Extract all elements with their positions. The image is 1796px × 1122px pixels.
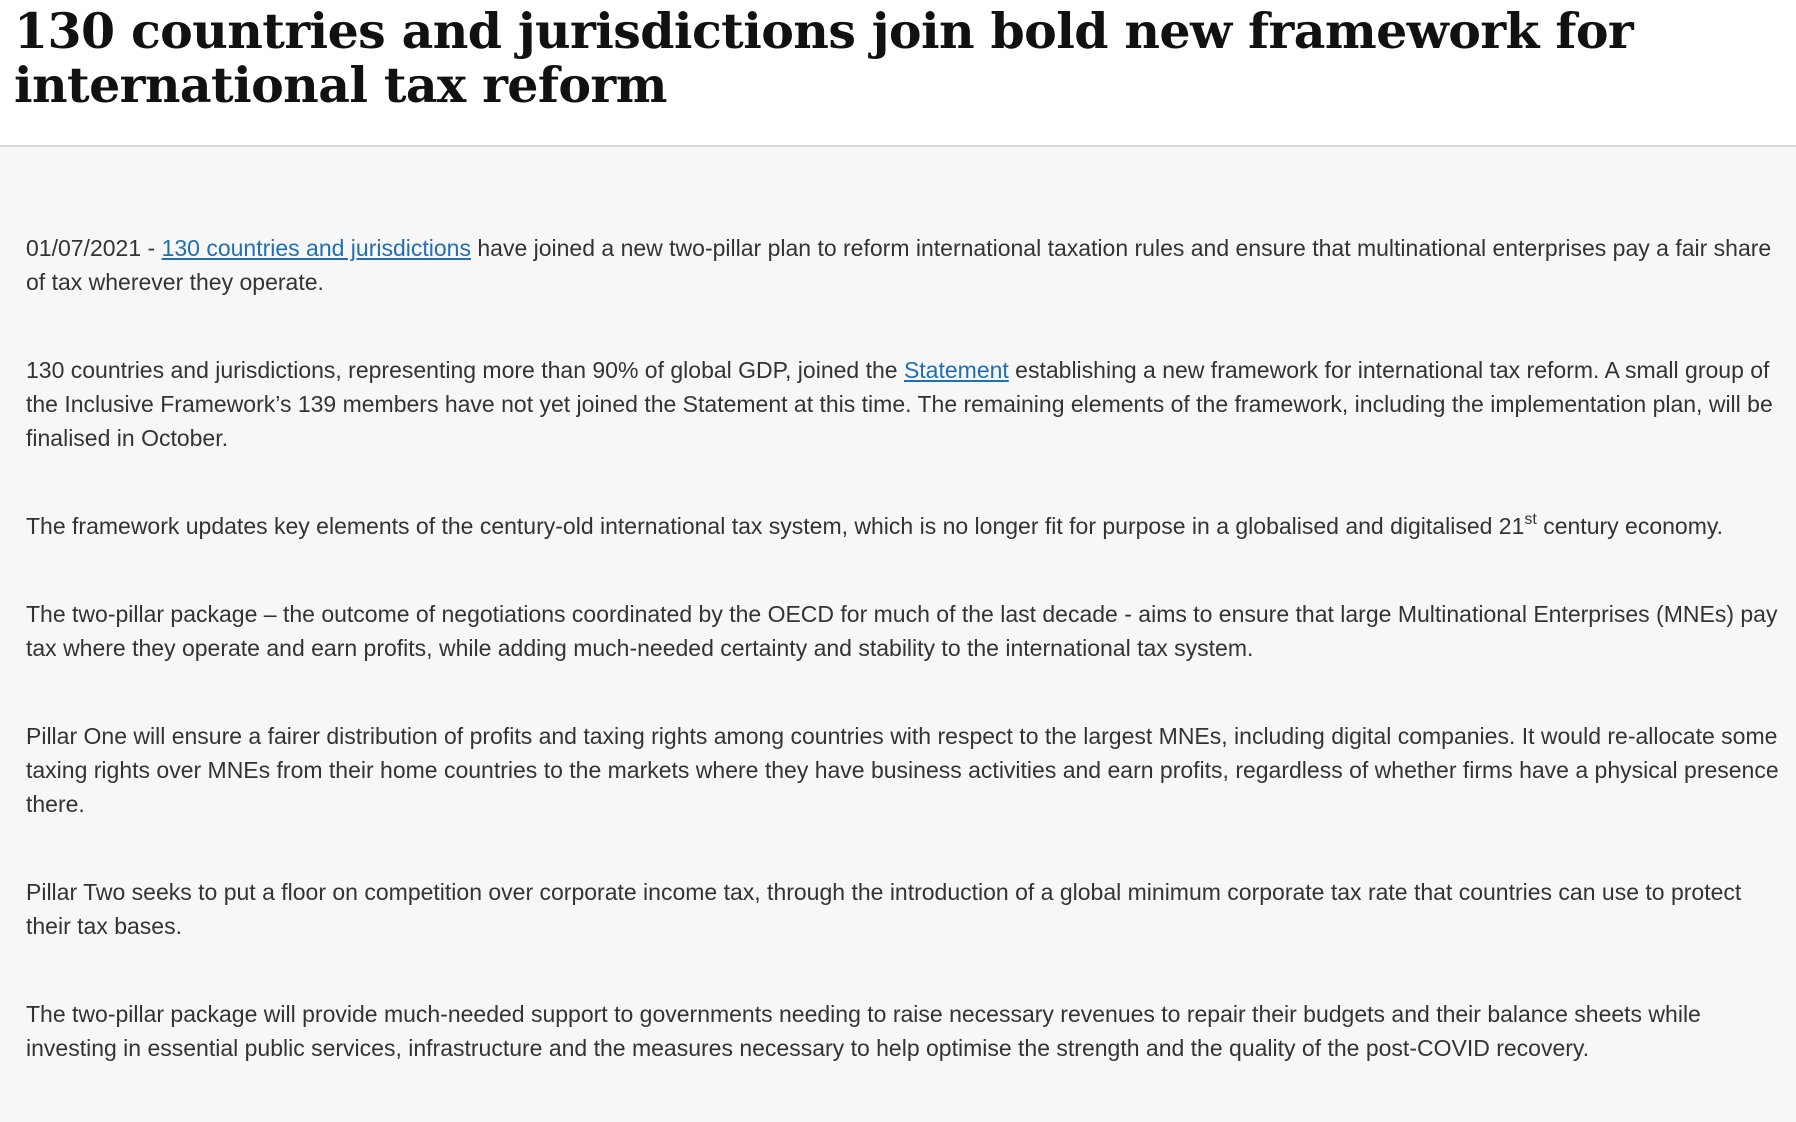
statement-link[interactable]: Statement	[903, 357, 1009, 383]
paragraph-two-pillar-package: The two-pillar package – the outcome of negotiations coordinated by the OECD for much of the last decade - aims to ensure that large Multinational Enterprises (MNEs) pay tax where they operate and earn profits, while adding much-needed certainty and stability to the international tax system.	[26, 601, 1778, 661]
publication-date: 01/07/2021 -	[26, 235, 162, 261]
paragraph-text: century economy.	[1536, 513, 1724, 539]
paragraph-pillar-one: Pillar One will ensure a fairer distribution of profits and taxing rights among countries with respect to the largest MNEs, including digital companies. It would re-allocate some taxing rights over MNEs from their home countries to the markets where they have business activities and earn profits, regardless of whether firms have a physical presence there.	[26, 723, 1779, 817]
paragraph-pillar-two: Pillar Two seeks to put a floor on competition over corporate income tax, through the introduction of a global minimum corporate tax rate that countries can use to protect their tax bases.	[26, 879, 1742, 939]
paragraph-text: The framework updates key elements of the century-old international tax system, which is no longer fit for purpose in a globalised and digitalised 21	[26, 513, 1525, 539]
article-body	[0, 147, 1796, 1122]
paragraph-text: have joined a new two-pillar plan to reform international taxation rules and ensure that multinational enterprises pay a fair share of tax wherever they operate.	[26, 235, 1772, 295]
countries-jurisdictions-link[interactable]: 130 countries and jurisdictions	[161, 235, 471, 261]
page-title: 130 countries and jurisdictions join bold new framework for international tax reform	[14, 2, 1634, 114]
paragraph-support: The two-pillar package will provide much-needed support to governments needing to raise necessary revenues to repair their budgets and their balance sheets while investing in essential public services, infrastructure and the measures necessary to help optimise the strength and the quality of the post-COVID recovery.	[26, 1001, 1701, 1061]
paragraph-framework	[26, 509, 1784, 543]
paragraph-text: establishing a new framework for international tax reform. A small group of the Inclusive Framework’s 139 members have not yet joined the Statement at this time. The remaining elements of the framework, including the implementation plan, will be finalised in October.	[26, 357, 1773, 451]
ordinal-suffix: st	[1524, 511, 1537, 528]
article-header	[0, 0, 1796, 147]
paragraph-statement	[26, 353, 1784, 455]
paragraph-intro	[26, 231, 1784, 299]
paragraph-text: 130 countries and jurisdictions, representing more than 90% of global GDP, joined the	[26, 357, 904, 383]
